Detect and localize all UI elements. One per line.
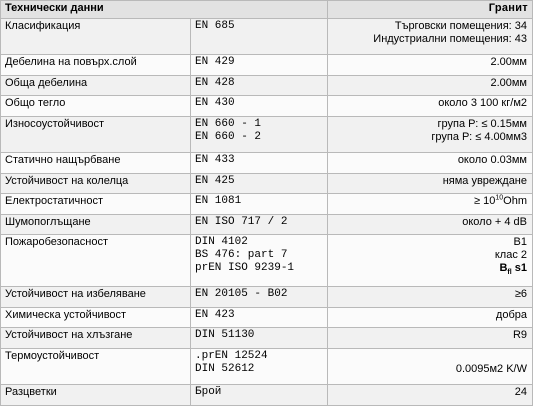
table-row	[1, 19, 533, 55]
standard-cell: EN ISO 717 / 2	[191, 214, 328, 235]
property-cell: Химическа устойчивост	[1, 307, 191, 328]
value-cell: 2.00мм	[328, 55, 533, 76]
table-row	[1, 349, 533, 385]
value-cell	[328, 194, 533, 215]
resistance-unit: Ohm	[503, 195, 527, 208]
standard-cell: EN 430	[191, 96, 328, 117]
value-cell: 24	[328, 385, 533, 406]
table-row	[1, 385, 533, 406]
table-row	[1, 214, 533, 235]
property-cell: Общо тегло	[1, 96, 191, 117]
standard-cell: EN 423	[191, 307, 328, 328]
property-cell: Пожаробезопасност	[1, 235, 191, 287]
standard-line: prEN ISO 9239-1	[195, 262, 295, 275]
property-cell: Обща дебелина	[1, 75, 191, 96]
standard-cell	[191, 116, 328, 152]
value-cell	[328, 116, 533, 152]
standard-line: EN 660 - 1	[195, 117, 262, 130]
table-row	[1, 307, 533, 328]
standard-cell: EN 425	[191, 173, 328, 194]
table-row	[1, 153, 533, 174]
value-cell: 2.00мм	[328, 75, 533, 96]
fire-class-subscript: fl	[507, 269, 512, 277]
standard-cell: EN 685	[191, 19, 328, 55]
table-header-row	[1, 1, 533, 19]
value-line: група Р: ≤ 4.00мм3	[431, 130, 527, 143]
value-line: Търговски помещения: 34	[394, 20, 527, 32]
value-cell	[328, 349, 533, 385]
property-cell: Устойчивост на колелца	[1, 173, 191, 194]
value-cell: няма увреждане	[328, 173, 533, 194]
property-cell: Устойчивост на хлъзгане	[1, 328, 191, 349]
standard-cell: Брой	[191, 385, 328, 406]
standard-line: EN 660 - 2	[195, 130, 262, 143]
table-row	[1, 173, 533, 194]
product-name: Гранит	[328, 1, 533, 19]
value-line: 0.0095м2 K/W	[455, 363, 527, 376]
table-title: Технически данни	[1, 1, 328, 19]
table-row	[1, 75, 533, 96]
standard-line: .prEN 12524	[195, 350, 268, 363]
value-line	[332, 262, 527, 275]
value-cell: R9	[328, 328, 533, 349]
standard-line: DIN 4102	[195, 236, 248, 249]
standard-cell: EN 20105 - B02	[191, 287, 328, 308]
standard-cell: EN 433	[191, 153, 328, 174]
value-cell: около 0.03мм	[328, 153, 533, 174]
value-line: Индустриални помещения: 43	[373, 33, 527, 45]
value-line: B1	[513, 236, 527, 249]
standard-cell	[191, 349, 328, 385]
value-line	[332, 350, 527, 363]
standard-cell: EN 428	[191, 75, 328, 96]
value-cell: ≥6	[328, 287, 533, 308]
property-cell: Дебелина на повърх.слой	[1, 55, 191, 76]
table-row	[1, 55, 533, 76]
property-cell: Класификация	[1, 19, 191, 55]
table-row	[1, 328, 533, 349]
standard-cell: EN 1081	[191, 194, 328, 215]
standard-line: DIN 52612	[195, 363, 255, 376]
value-cell	[328, 235, 533, 287]
standard-line: BS 476: part 7	[195, 249, 288, 262]
standard-cell: DIN 51130	[191, 328, 328, 349]
table-row	[1, 287, 533, 308]
table-row	[1, 116, 533, 152]
smoke-class: s1	[514, 262, 527, 275]
value-line: клас 2	[494, 249, 527, 262]
standard-cell	[191, 235, 328, 287]
property-cell: Устойчивост на избеляване	[1, 287, 191, 308]
resistance-prefix: ≥ 10	[474, 195, 496, 208]
value-cell	[328, 19, 533, 55]
property-cell: Износоустойчивост	[1, 116, 191, 152]
table-row	[1, 194, 533, 215]
property-cell: Статично нащърбване	[1, 153, 191, 174]
table-row	[1, 235, 533, 287]
fire-class: B	[499, 262, 508, 275]
value-cell: добра	[328, 307, 533, 328]
value-line: група Р: ≤ 0.15мм	[437, 117, 527, 130]
standard-cell: EN 429	[191, 55, 328, 76]
resistance-exponent: 10	[495, 194, 504, 202]
property-cell: Термоустойчивост	[1, 349, 191, 385]
property-cell: Разцветки	[1, 385, 191, 406]
table-row	[1, 96, 533, 117]
property-cell: Електростатичност	[1, 194, 191, 215]
value-cell: около 3 100 кг/м2	[328, 96, 533, 117]
property-cell: Шумопоглъщане	[1, 214, 191, 235]
value-cell: около + 4 dB	[328, 214, 533, 235]
